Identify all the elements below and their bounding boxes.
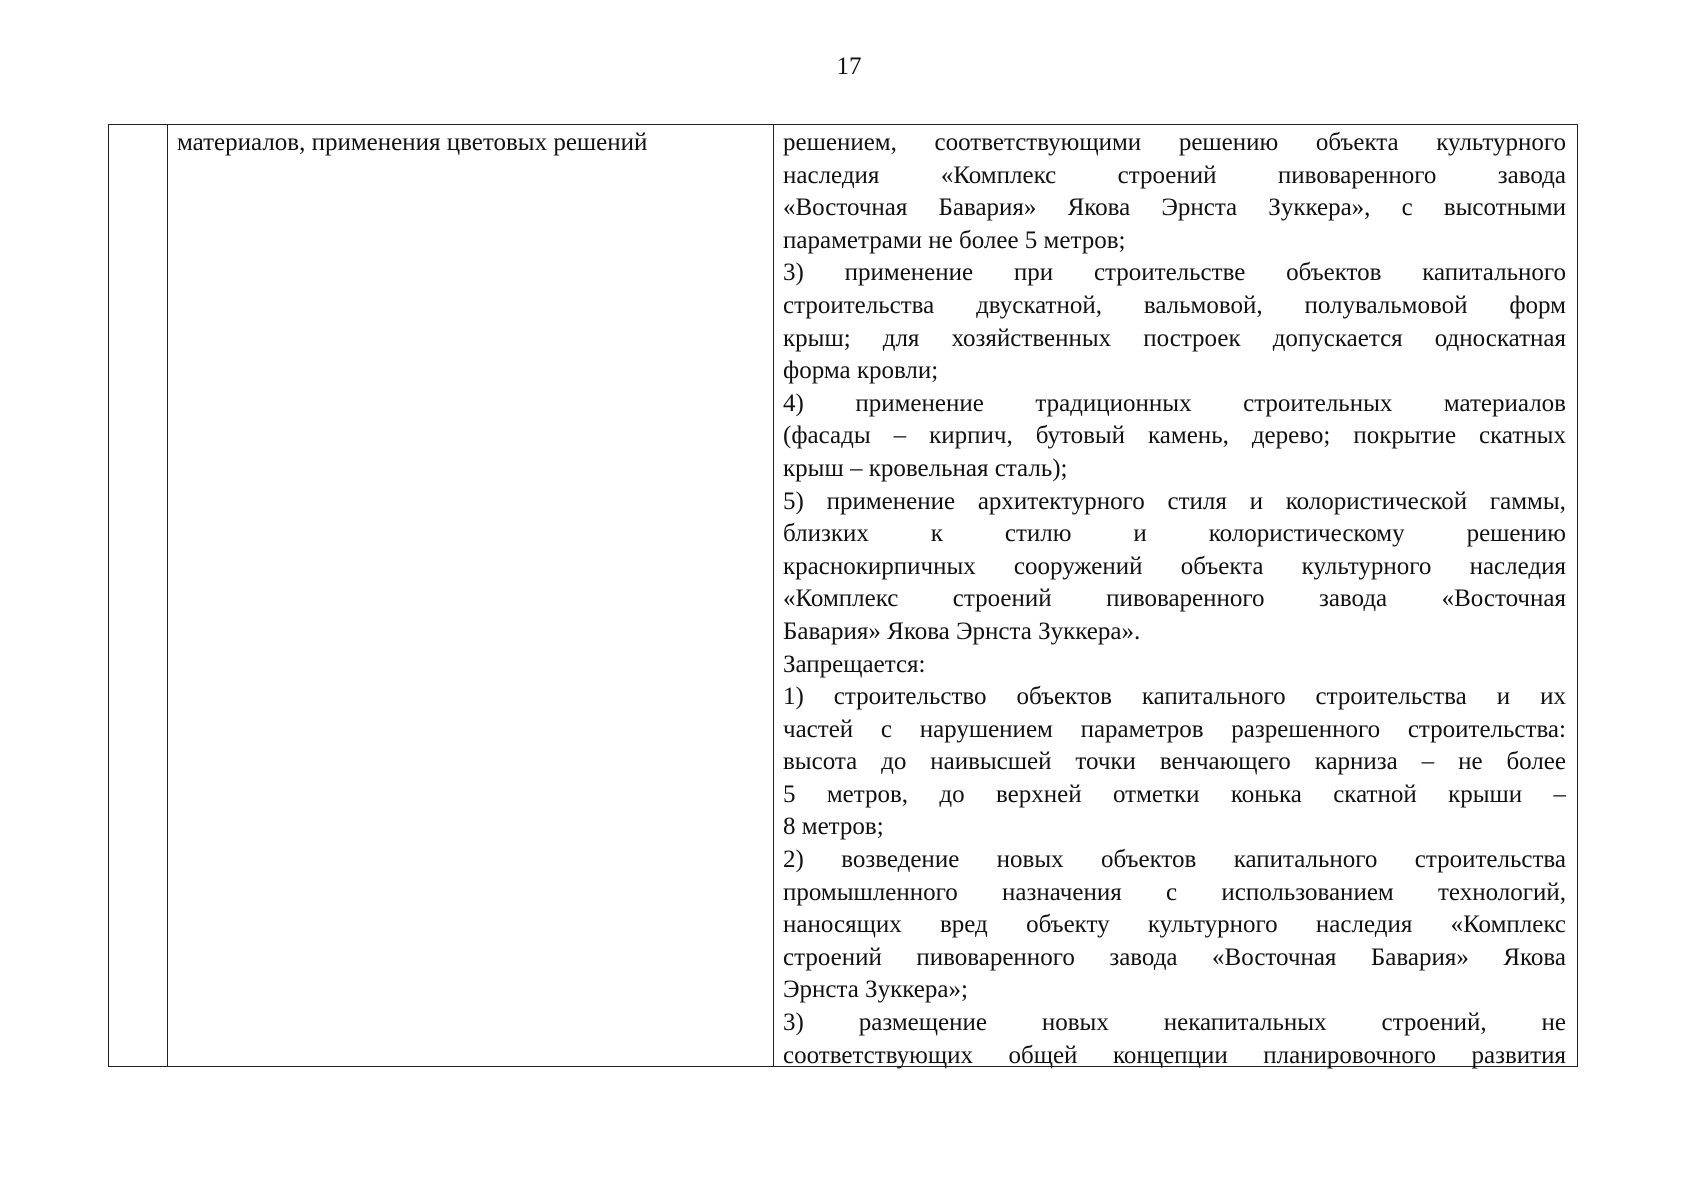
text-line: форма кровли; bbox=[783, 357, 939, 385]
text-line: 2) возведение новых объектов капитального строительства bbox=[783, 846, 1566, 874]
text-line: Запрещается: bbox=[783, 650, 926, 678]
text-line: наносящих вред объекту культурного наследия «Комплекс bbox=[783, 911, 1566, 939]
text-line: решением, соответствующими решению объекта культурного bbox=[783, 129, 1566, 156]
text-line: краснокирпичных сооружений объекта культурного наследия bbox=[783, 552, 1566, 580]
text-line: 1) строительство объектов капитального строительства и их bbox=[783, 683, 1566, 711]
text-line: высота до наивысшей точки венчающего карниза – не более bbox=[783, 748, 1566, 776]
column-divider-2 bbox=[773, 125, 774, 1066]
text-line: промышленного назначения с использованием технологий, bbox=[783, 878, 1566, 906]
text-line: материалов, применения цветовых решений bbox=[177, 129, 648, 156]
text-line: 8 метров; bbox=[783, 813, 884, 841]
text-line: 5 метров, до верхней отметки конька скатной крыши – bbox=[783, 780, 1566, 808]
text-line: параметрами не более 5 метров; bbox=[783, 226, 1126, 254]
text-line: частей с нарушением параметров разрешенного строительства: bbox=[783, 715, 1566, 743]
text-line: наследия «Комплекс строений пивоваренного завода bbox=[783, 161, 1566, 189]
text-line: крыш – кровельная сталь); bbox=[783, 454, 1068, 482]
regulations-table bbox=[108, 124, 1578, 1067]
text-line: строительства двускатной, вальмовой, полувальмовой форм bbox=[783, 291, 1566, 319]
text-line: Бавария» Якова Эрнста Зуккера». bbox=[783, 617, 1141, 645]
text-line: крыш; для хозяйственных построек допускается односкатная bbox=[783, 324, 1566, 352]
text-line: 5) применение архитектурного стиля и колористической гаммы, bbox=[783, 487, 1566, 515]
text-line: 3) применение при строительстве объектов капитального bbox=[783, 259, 1566, 287]
table-cell-content bbox=[783, 127, 1566, 1072]
table-cell-name bbox=[177, 127, 757, 160]
text-line: 3) размещение новых некапитальных строений, не bbox=[783, 1009, 1566, 1037]
page-number: 17 bbox=[836, 53, 862, 80]
text-line: соответствующих общей концепции планировочного развития bbox=[783, 1041, 1566, 1069]
text-line: «Восточная Бавария» Якова Эрнста Зуккера», с высотными bbox=[783, 194, 1566, 222]
text-line: близких к стилю и колористическому решению bbox=[783, 520, 1566, 548]
text-line: «Комплекс строений пивоваренного завода «Восточная bbox=[783, 585, 1566, 613]
text-line: (фасады – кирпич, бутовый камень, дерево; покрытие скатных bbox=[783, 422, 1566, 450]
column-divider-1 bbox=[167, 125, 168, 1066]
text-line: Эрнста Зуккера»; bbox=[783, 976, 968, 1004]
text-line: строений пивоваренного завода «Восточная Бавария» Якова bbox=[783, 943, 1566, 971]
text-line: 4) применение традиционных строительных материалов bbox=[783, 389, 1566, 417]
